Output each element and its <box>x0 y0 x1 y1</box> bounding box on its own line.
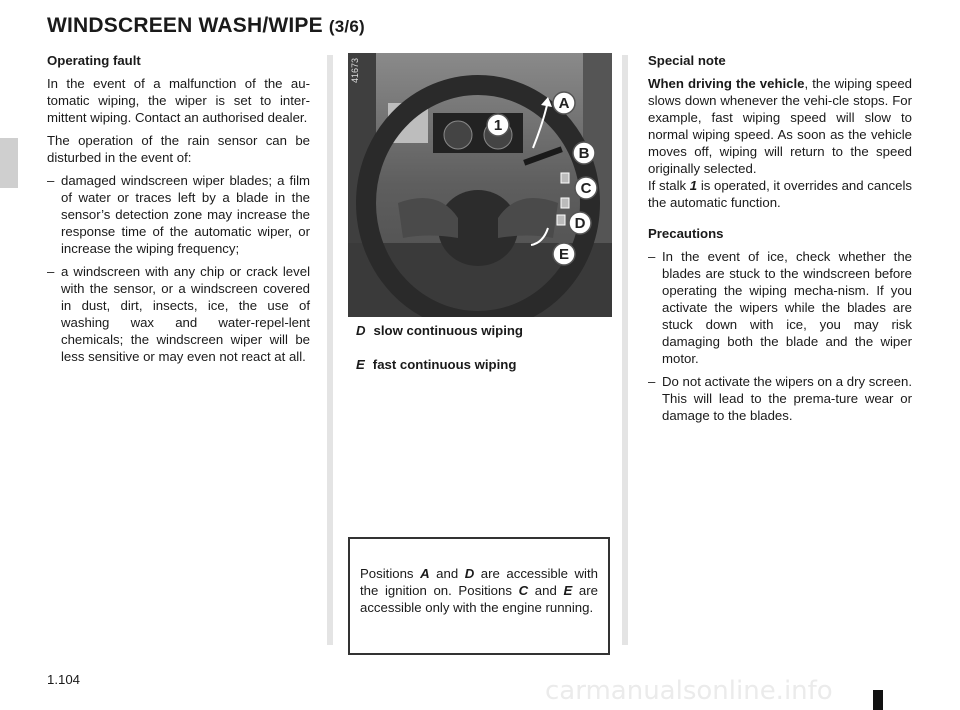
legend-item: D slow continuous wiping <box>356 323 523 338</box>
list-item: – a windscreen with any chip or crack level with the sensor, or a windscreen covered in dust, dirt, insects, ice, the use of washing wax and water-repel-lent chemicals; the windscreen wiper will be less sensitive or may even not react at all. <box>47 264 310 364</box>
page-number: 1.104 <box>47 672 81 687</box>
operating-fault-heading: Operating fault <box>47 53 141 68</box>
left-column <box>47 52 310 371</box>
column-divider <box>327 55 333 645</box>
section-part: (3/6) <box>328 17 365 36</box>
column-divider <box>622 55 628 645</box>
special-note-heading: Special note <box>648 53 726 68</box>
callout-b: B <box>578 145 590 162</box>
precautions-heading: Precautions <box>648 226 724 241</box>
list-item: – Do not activate the wipers on a dry screen. This will lead to the prema-ture wear or damage to the blades. <box>648 374 912 423</box>
callout-e: E <box>558 246 570 263</box>
section-tab <box>0 138 18 188</box>
watermark-footer: carmanualsonline.info <box>545 676 833 706</box>
page-title: WINDSCREEN WASH/WIPE (3/6) <box>47 14 365 37</box>
page-marker <box>873 690 883 710</box>
callout-1: 1 <box>493 117 503 134</box>
note-box: Positions A and D are accessible with the ignition on. Positions C and E are accessible only with the engine running. <box>348 537 610 655</box>
right-column <box>648 52 912 430</box>
paragraph: In the event of a malfunction of the au-tomatic wiping, the wiper is set to inter-mittent wiping. Contact an authorised dealer. <box>47 76 310 125</box>
list-item: – In the event of ice, check whether the blades are stuck to the windscreen before operating the wiping mecha-nism. If you activate the wipers while the blades are stuck down with ice, you may risk damaging both the blade and the wiper motor. <box>648 249 912 366</box>
paragraph: When driving the vehicle, the wiping speed slows down whenever the vehi-cle stops. For example, fast wiping speed will slow to normal wiping speed. As soon as the vehicle moves off, wiping will return to the speed originally selected. If stalk 1 is operated, it overrides and cancels the automatic function. <box>648 76 912 210</box>
list-item: – damaged windscreen wiper blades; a film of water or traces left by a blade in the sensor’s detection zone may increase the response time of the automatic wiper, or increase the wiping frequency; <box>47 173 310 256</box>
steering-wheel-figure <box>348 53 612 317</box>
callout-d: D <box>574 215 586 232</box>
callout-c: C <box>580 180 592 197</box>
callout-a: A <box>558 95 570 112</box>
figure-ref: 41673 <box>350 57 360 83</box>
paragraph: The operation of the rain sensor can be disturbed in the event of: <box>47 133 310 165</box>
legend-item: E fast continuous wiping <box>356 357 517 372</box>
